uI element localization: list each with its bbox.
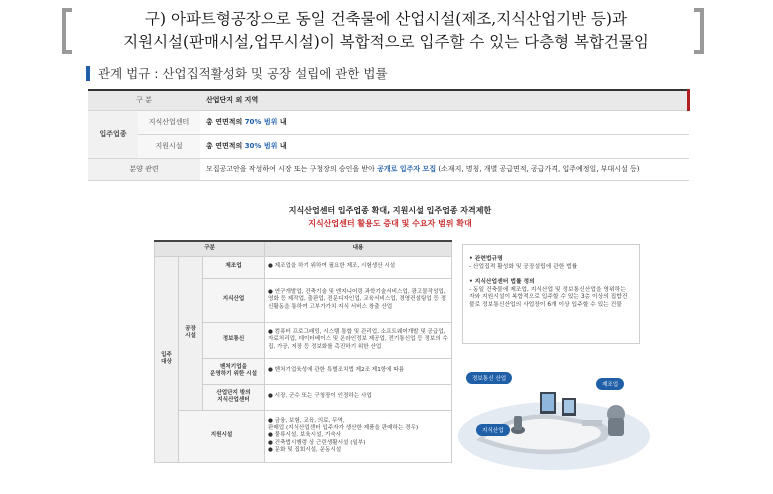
note-title: • 관련법규명 [469,256,503,262]
tag-knowledge: 지식산업 [476,424,510,436]
category-label: 벤처기업을 운영하기 위한 시설 [203,358,265,384]
table-header-row [88,90,689,110]
heading-line-2: 지식산업센터 활용도 증대 및 수요자 범위 확대 [308,219,472,228]
group-label: 입주업종 [88,110,138,158]
section-heading [200,204,580,230]
category-label: 제조업 [203,256,265,278]
row-label: 지식산업센터 [138,110,200,134]
tag-ict: 정보통신 산업 [466,372,512,384]
category-label: 산업단지 밖의 지식산업센터 [203,384,265,410]
table-row [155,256,452,278]
category-label: 지식산업 [203,278,265,322]
notes-box [462,244,640,344]
table-row [88,158,689,180]
law-text: 관계 법규 : 산업집적활성화 및 공장 설립에 관한 법률 [98,66,388,81]
row-label: 지원시설 [138,134,200,158]
row-label: 분양 관련 [88,158,200,180]
category-desc: ● 벤처기업육성에 관한 특별조치법 제2조 제1항에 따름 [265,358,452,384]
table-row [88,110,689,134]
header-division: 구분 [155,241,265,256]
note-text: - 동일 건축물에 제조업, 지식산업 및 정보통신산업을 영위하는 자와 지원시설이 복합적으로 입주할 수 있는 3층 이상의 집합건물로 정보통신산업의 사업장이 6개 이상 입주할 수 있는 건물 [469,286,628,308]
group-outer: 입주 대상 [155,256,179,462]
header-division: 구 분 [88,90,200,110]
law-reference [86,64,388,82]
row-value: 총 연면적의 30% 범위 내 [200,134,689,158]
note-text: - 산업집적 활성화 및 공장설립에 관한 법률 [469,263,578,270]
table-header-row [155,241,452,256]
category-label: 정보통신 [203,322,265,358]
page-title [80,8,692,54]
header-area: 산업단지 외 지역 [200,90,689,110]
row-value: 모집공고안을 작성하여 시장 또는 구청장의 승인을 받아 공개로 입주자 모집 (소재지, 명칭, 개별 공급면적, 공급가격, 입주예정일, 부대시설 등) [200,158,689,180]
category-desc: ● 제조업을 하기 위하여 필요한 제조, 시험생산 시설 [265,256,452,278]
left-bracket [62,8,72,54]
occupancy-table [88,89,690,181]
tenant-table [154,240,452,463]
category-desc: ● 금융, 보험, 교육, 의료, 무역, 판매업 (지식산업센터 입주자가 생산한 제품을 판매하는 경우) ● 물류시설, 보육시설, 기숙사 ● 건축법시행령 상 근린생활시설 (일부) ● 문화 및 집회시설, 운동시설 [265,410,452,462]
category-desc: ● 연구개발업, 건축기술 및 엔지니어링 과학기술서비스업, 광고물작성업, 영화 등 제작업, 출판업, 전문디자인업, 교육서비스업, 경영컨설팅업 등 정신활동을 통하여 고부가가치 지식 서비스 창출 산업 [265,278,452,322]
group-inner: 공장 시설 [179,256,203,410]
tag-manufacturing: 제조업 [596,378,624,390]
note-title: • 지식산업센터 법률 정의 [469,279,535,286]
table-row [88,134,689,158]
title-line-1: 구) 아파트형공장으로 동일 건축물에 산업시설(제조,지식산업기반 등)과 [145,10,627,28]
title-line-2: 지원시설(판매시설,업무시설)이 복합적으로 입주할 수 있는 다층형 복합건물임 [123,33,649,51]
heading-line-1: 지식산업센터 입주업종 확대, 지원시설 입주업종 자격제한 [288,206,492,215]
right-bracket [694,8,704,54]
category-desc: ● 컴퓨터 프로그래밍, 시스템 통합 및 관리업, 소프트웨어개발 및 공급업, 자료처리업, 데이터베이스 및 온라인정보 제공업, 전기통신업 등 정보의 수집, 가공, 저장 등 정보화를 촉진하기 위한 산업 [265,322,452,358]
category-desc: ● 시장, 군수 또는 구청장이 인정하는 사업 [265,384,452,410]
table-row [155,410,452,462]
category-label: 지원시설 [179,410,265,462]
office-illustration [456,356,652,476]
header-content: 내용 [265,241,452,256]
blue-bar-icon [86,66,90,81]
row-value: 총 연면적의 70% 범위 내 [200,110,689,134]
